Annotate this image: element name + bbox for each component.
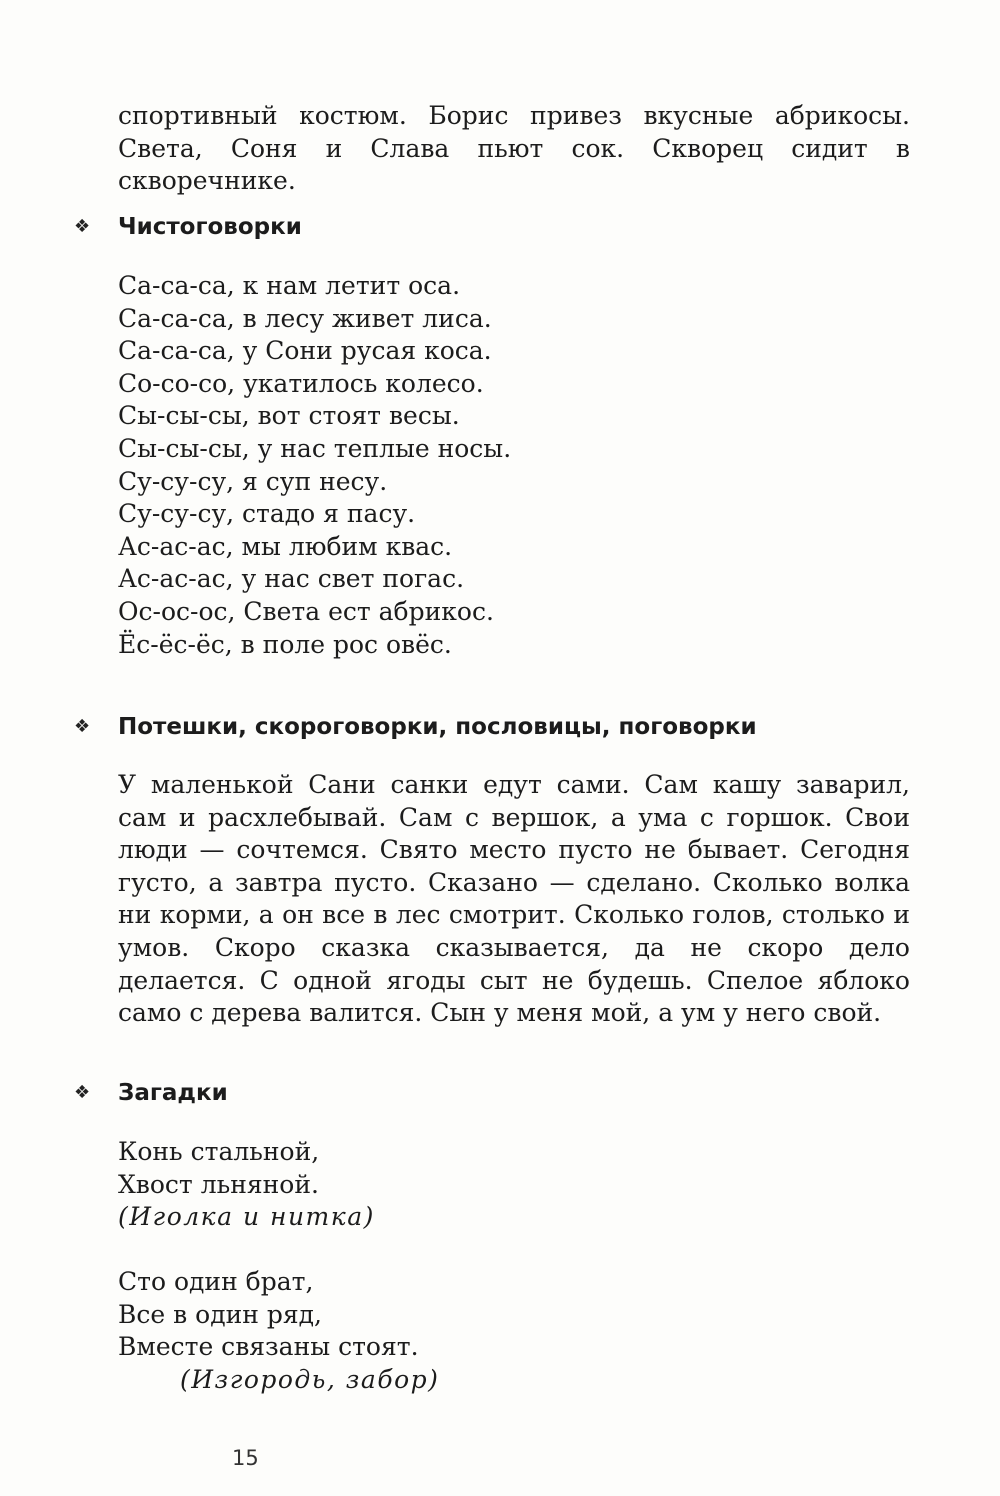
riddle-2 [118,1266,439,1396]
section-title: Чистоговорки [118,214,302,240]
riddle-line: Хвост льняной. [118,1169,319,1199]
section-heading-zagadki [74,1078,228,1108]
intro-paragraph: спортивный костюм. Борис привез вкусные абрикосы. Света, Соня и Слава пьют сок. Скворец сидит в скворечнике. [118,101,910,196]
list-item: Ас-ас-ас, у нас свет погас. [118,564,465,594]
chistogovorki-list [118,270,511,661]
riddle-line: Вместе связаны стоят. [118,1332,419,1362]
riddle-line: Конь стальной, [118,1137,320,1166]
poteshki-paragraph: У маленькой Сани санки едут сами. Сам кашу заварил, сам и расхлебывай. Сам с вершок, а ума с горшок. Свои люди — сочтемся. Свято место пусто не бывает. Сегодня густо, а завтра пусто. Сказано — сделано. Сколько волка ни корми, а он все в лес смотрит. Сколько голов, столько и умов. Скоро сказка сказывается, да не скоро дело делается. С одной ягоды сыт не будешь. Спелое яблоко само с дерева валится. Сын у меня мой, а ум у него свой. [118,770,910,1028]
diamond-bullet-icon: ❖ [74,216,91,237]
list-item: Са-са-са, в лесу живет лиса. [118,303,492,333]
diamond-bullet-icon: ❖ [74,716,91,737]
list-item: Ос-ос-ос, Света ест абрикос. [118,596,494,626]
list-item: Са-са-са, к нам летит оса. [118,271,461,300]
list-item: Су-су-су, стадо я пасу. [118,499,416,529]
riddle-1 [118,1136,375,1234]
list-item: Су-су-су, я суп несу. [118,466,388,496]
riddle-answer: (Иголка и нитка) [118,1202,375,1232]
riddle-line: Все в один ряд, [118,1299,322,1329]
section-title: Потешки, скороговорки, пословицы, поговорки [118,714,757,740]
section-heading-chistogovorki [74,212,302,242]
riddle-line: Сто один брат, [118,1267,314,1296]
list-item: Са-са-са, у Сони русая коса. [118,336,492,366]
riddle-answer: (Изгородь, забор) [180,1364,440,1394]
list-item: Со-со-со, укатилось колесо. [118,368,484,398]
page-number: 15 [232,1446,259,1470]
diamond-bullet-icon: ❖ [74,1082,91,1103]
section-title: Загадки [118,1080,228,1106]
list-item: Сы-сы-сы, у нас теплые носы. [118,433,512,463]
section-heading-poteshki [74,712,757,742]
list-item: Ёс-ёс-ёс, в поле рос овёс. [118,629,452,659]
list-item: Ас-ас-ас, мы любим квас. [118,531,453,561]
list-item: Сы-сы-сы, вот стоят весы. [118,401,460,431]
